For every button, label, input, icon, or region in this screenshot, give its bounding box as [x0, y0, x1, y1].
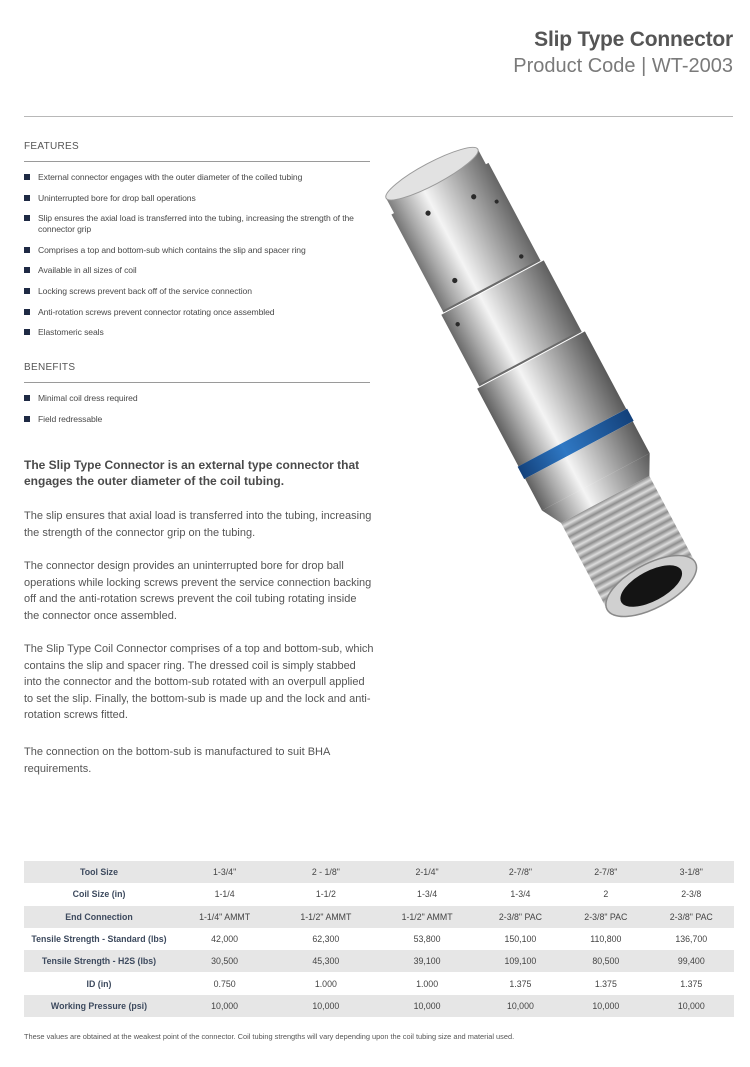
table-cell: 39,100 [376, 950, 477, 972]
table-cell: 110,800 [590, 934, 622, 945]
benefits-heading: BENEFITS [24, 362, 76, 373]
table-cell: 62,300 [312, 934, 340, 945]
page-title: Slip Type Connector [534, 28, 733, 51]
table-cell: 1.375 [594, 978, 617, 989]
table-cell: 1.000 [416, 978, 439, 989]
square-bullet-icon [24, 395, 30, 401]
table-cell: 2-3/8 [681, 889, 702, 900]
features-divider [24, 161, 370, 162]
table-row [24, 928, 734, 950]
row-label: ID (in) [86, 978, 112, 989]
table-cell: 10,000 [376, 995, 477, 1017]
list-item: Minimal coil dress required [24, 393, 370, 404]
row-label: Working Pressure (psi) [24, 995, 174, 1017]
features-list [24, 172, 370, 348]
table-cell: 0.750 [213, 978, 236, 989]
row-label: Tool Size [24, 861, 174, 883]
table-cell: 136,700 [675, 934, 708, 945]
list-item: Slip ensures the axial load is transferred into the tubing, increasing the strength of the connector grip [24, 213, 370, 235]
benefits-list [24, 393, 370, 434]
table-row [24, 972, 734, 994]
table-row [24, 861, 734, 883]
table-cell: 99,400 [649, 950, 734, 972]
table-cell: 1.000 [314, 978, 337, 989]
square-bullet-icon [24, 247, 30, 253]
square-bullet-icon [24, 267, 30, 273]
square-bullet-icon [24, 195, 30, 201]
table-row [24, 995, 734, 1017]
table-cell: 1-3/4 [510, 889, 531, 900]
table-cell: 10,000 [649, 995, 734, 1017]
table-cell: 45,300 [275, 950, 376, 972]
table-cell: 2 - 1/8" [275, 861, 376, 883]
row-label: Coil Size (in) [72, 889, 126, 900]
description-paragraph: The connection on the bottom-sub is manufactured to suit BHA requirements. [24, 746, 330, 775]
row-label: Tensile Strength - H2S (lbs) [24, 950, 174, 972]
table-cell: 2 [603, 889, 609, 900]
table-cell: 2-3/8" PAC [649, 906, 734, 928]
list-item: Available in all sizes of coil [24, 265, 370, 276]
features-heading: FEATURES [24, 141, 79, 152]
table-cell: 2-7/8" [478, 861, 563, 883]
square-bullet-icon [24, 174, 30, 180]
table-cell: 42,000 [211, 934, 239, 945]
description-paragraph: The connector design provides an uninterrupted bore for drop ball operations while locking screws prevent the service connection backing off and the anti-rotation screws prevent the coil tubing rotating inside the connector once assembled. [24, 560, 372, 622]
page-header [513, 27, 733, 79]
table-cell: 2-3/8" PAC [478, 906, 563, 928]
list-item: Anti-rotation screws prevent connector rotating once assembled [24, 307, 370, 318]
table-footnote: These values are obtained at the weakest point of the connector. Coil tubing strengths will vary depending upon the coil tubing size and material used. [24, 1032, 515, 1041]
table-cell: 10,000 [563, 995, 648, 1017]
description-paragraph: The Slip Type Coil Connector comprises of a top and bottom-sub, which contains the slip and spacer ring. The dressed coil is simply stabbed into the connector and the bottom-sub rotated with an overpull applied to set the slip. Finally, the bottom-sub is made up and the lock and anti-rotation screws fitted. [24, 643, 374, 721]
table-cell: 1-1/4" AMMT [174, 906, 275, 928]
table-cell: 80,500 [563, 950, 648, 972]
list-item: Elastomeric seals [24, 327, 370, 338]
square-bullet-icon [24, 215, 30, 221]
table-cell: 1-1/2 [315, 889, 336, 900]
table-cell: 2-3/8" PAC [563, 906, 648, 928]
square-bullet-icon [24, 329, 30, 335]
table-cell: 1-1/2" AMMT [275, 906, 376, 928]
table-cell: 1.375 [509, 978, 532, 989]
table-cell: 2-7/8" [563, 861, 648, 883]
table-cell: 1-3/4" [174, 861, 275, 883]
row-label: End Connection [24, 906, 174, 928]
row-label: Tensile Strength - Standard (lbs) [31, 934, 167, 945]
square-bullet-icon [24, 416, 30, 422]
table-cell: 30,500 [174, 950, 275, 972]
specifications-table [24, 861, 734, 1017]
intro-statement: The Slip Type Connector is an external type connector that engages the outer diameter of the coil tubing. [24, 458, 360, 488]
table-cell: 10,000 [478, 995, 563, 1017]
list-item: Uninterrupted bore for drop ball operations [24, 193, 370, 204]
table-row [24, 906, 734, 928]
table-cell: 1-1/4 [214, 889, 235, 900]
table-cell: 109,100 [478, 950, 563, 972]
description-paragraph: The slip ensures that axial load is transferred into the tubing, increasing the strength of the connector grip on the tubing. [24, 510, 372, 539]
table-cell: 1.375 [680, 978, 703, 989]
table-row [24, 883, 734, 905]
benefits-divider [24, 382, 370, 383]
table-cell: 53,800 [413, 934, 441, 945]
list-item: External connector engages with the outer diameter of the coiled tubing [24, 172, 370, 183]
table-cell: 2-1/4" [376, 861, 477, 883]
table-cell: 10,000 [174, 995, 275, 1017]
table-cell: 1-3/4 [417, 889, 438, 900]
list-item: Field redressable [24, 414, 370, 425]
table-cell: 1-1/2" AMMT [376, 906, 477, 928]
product-code: Product Code | WT-2003 [513, 55, 733, 77]
header-divider [24, 116, 733, 117]
list-item: Locking screws prevent back off of the service connection [24, 286, 370, 297]
list-item: Comprises a top and bottom-sub which contains the slip and spacer ring [24, 245, 370, 256]
table-cell: 10,000 [275, 995, 376, 1017]
square-bullet-icon [24, 309, 30, 315]
square-bullet-icon [24, 288, 30, 294]
table-cell: 150,100 [504, 934, 537, 945]
table-row [24, 950, 734, 972]
connector-product-image [372, 135, 732, 665]
table-cell: 3-1/8" [649, 861, 734, 883]
